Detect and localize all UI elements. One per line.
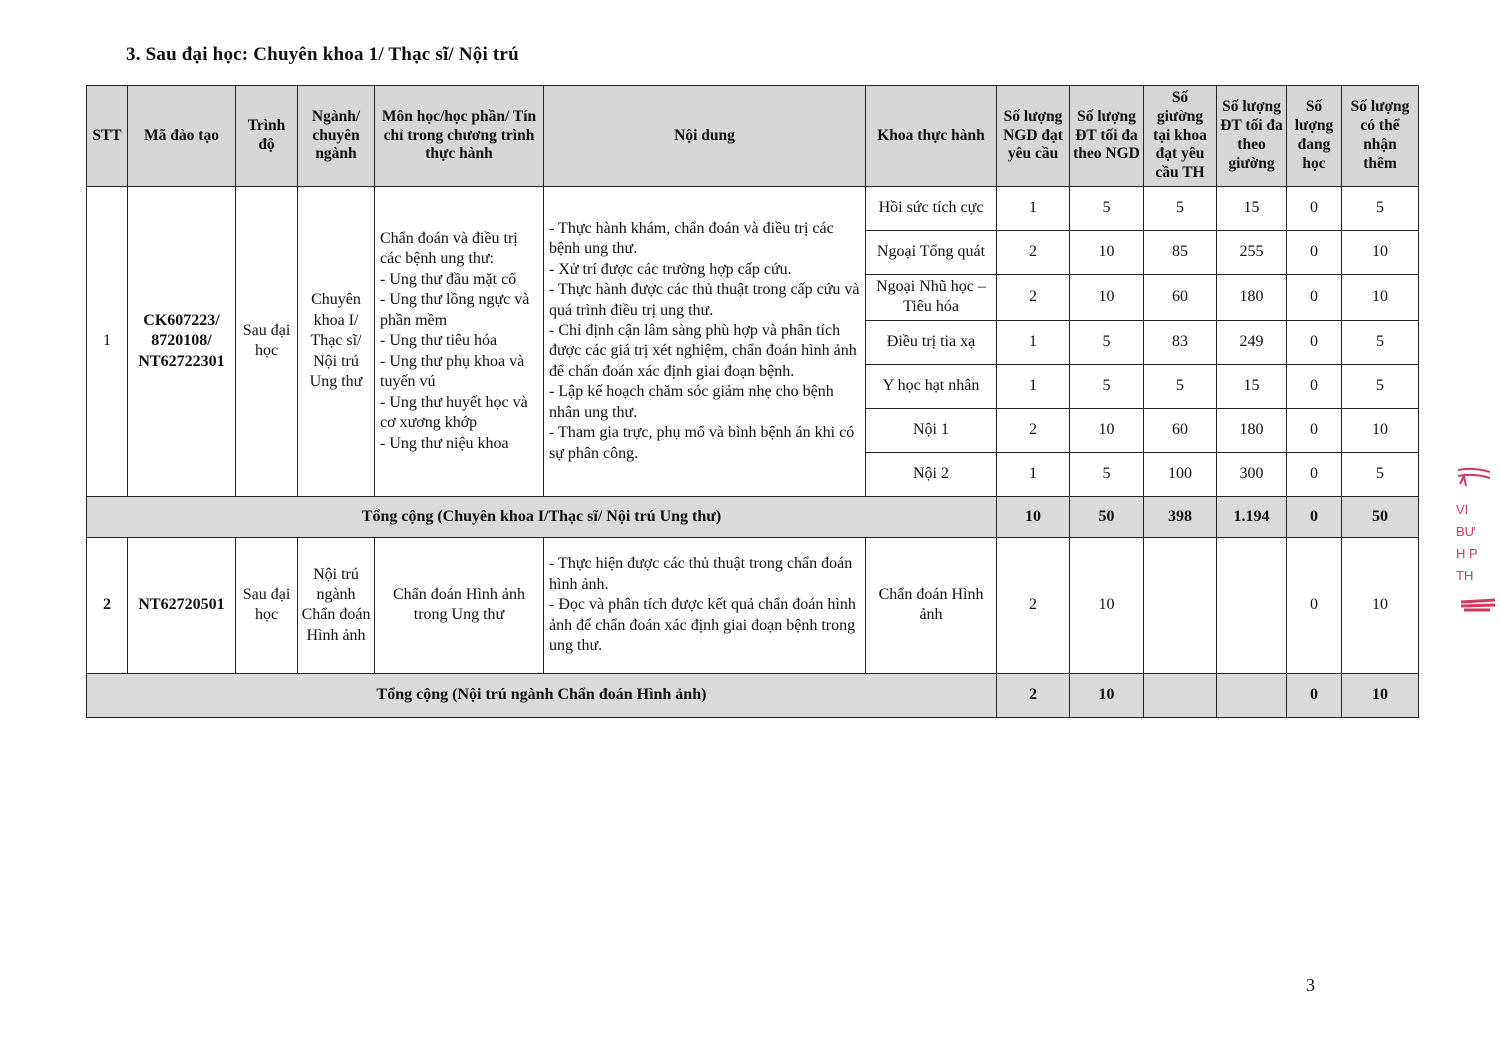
row1-stt: 1	[87, 187, 128, 497]
row1-mon-hoc	[375, 187, 544, 497]
header-so-giuong: Số giường tại khoa đạt yêu cầu TH	[1144, 86, 1217, 187]
row2-dt-ngd: 10	[1070, 537, 1144, 673]
dept-ngd: 2	[997, 231, 1070, 275]
dept-dt-ngd: 5	[1070, 452, 1144, 496]
total2-label: Tổng cộng (Nội trú ngành Chẩn đoán Hình ảnh)	[87, 673, 997, 717]
list-item: - Thực hành được các thủ thuật trong cấp cứu và quá trình điều trị ung thư.	[549, 281, 860, 319]
list-item: - Ung thư tiêu hóa	[380, 332, 498, 350]
total2-nhan-them: 10	[1342, 673, 1419, 717]
header-nganh: Ngành/ chuyên ngành	[298, 86, 375, 187]
dept-name: Nội 2	[866, 452, 997, 496]
dept-dt-ngd: 5	[1070, 187, 1144, 231]
total2-dt-ngd: 10	[1070, 673, 1144, 717]
total1-dang-hoc: 0	[1287, 496, 1342, 537]
header-so-luong-dt-giuong: Số lượng ĐT tối đa theo giường	[1217, 86, 1287, 187]
row1-trinh-do: Sau đại học	[236, 187, 298, 497]
dept-name: Nội 1	[866, 408, 997, 452]
stamp-lines-icon	[1456, 466, 1492, 492]
row2-stt: 2	[87, 537, 128, 673]
total1-nhan-them: 50	[1342, 496, 1419, 537]
stamp-text: VI	[1456, 502, 1469, 517]
dept-dt-giuong: 300	[1217, 452, 1287, 496]
dept-dang-hoc: 0	[1287, 408, 1342, 452]
total1-ngd: 10	[997, 496, 1070, 537]
row2-khoa: Chẩn đoán Hình ảnh	[866, 537, 997, 673]
row1-mon-hoc-list	[378, 229, 540, 454]
dept-dang-hoc: 0	[1287, 452, 1342, 496]
dept-dt-giuong: 180	[1217, 275, 1287, 321]
dept-dt-giuong: 255	[1217, 231, 1287, 275]
table-row	[87, 187, 1419, 231]
total2-giuong	[1144, 673, 1217, 717]
dept-name: Y học hạt nhân	[866, 364, 997, 408]
table-row	[87, 537, 1419, 673]
header-ma-dao-tao: Mã đào tạo	[128, 86, 236, 187]
dept-ngd: 1	[997, 320, 1070, 364]
dept-nhan-them: 5	[1342, 320, 1419, 364]
list-item: - Ung thư phụ khoa và tuyến vú	[380, 352, 525, 391]
row2-dt-giuong	[1217, 537, 1287, 673]
list-item: - Ung thư đầu mặt cổ	[380, 270, 517, 288]
row2-giuong	[1144, 537, 1217, 673]
header-mon-hoc: Môn học/học phần/ Tín chỉ trong chương trình thực hành	[375, 86, 544, 187]
row2-nhan-them: 10	[1342, 537, 1419, 673]
list-item: - Tham gia trực, phụ mổ và bình bệnh án khi có sự phân công.	[549, 424, 855, 462]
table-header-row	[87, 86, 1419, 187]
dept-dt-ngd: 10	[1070, 275, 1144, 321]
header-so-luong-dt-ngd: Số lượng ĐT tối đa theo NGD	[1070, 86, 1144, 187]
total1-dt-giuong: 1.194	[1217, 496, 1287, 537]
dept-name: Điều trị tia xạ	[866, 320, 997, 364]
header-so-luong-ngd: Số lượng NGD đạt yêu cầu	[997, 86, 1070, 187]
dept-nhan-them: 10	[1342, 275, 1419, 321]
dept-giuong: 5	[1144, 364, 1217, 408]
total1-dt-ngd: 50	[1070, 496, 1144, 537]
list-item: - Ung thư lồng ngực và phần mềm	[380, 291, 530, 329]
list-item: - Thực hành khám, chẩn đoán và điều trị các bệnh ung thư.	[549, 219, 834, 258]
dept-ngd: 1	[997, 364, 1070, 408]
stamp-text: H P	[1456, 546, 1478, 561]
list-item: - Thực hiện được các thủ thuật trong chẩn đoán hình ảnh.	[549, 555, 853, 593]
row1-noi-dung-list	[547, 219, 862, 465]
dept-nhan-them: 10	[1342, 408, 1419, 452]
list-item: Chẩn đoán và điều trị các bệnh ung thư:	[380, 229, 518, 268]
dept-dang-hoc: 0	[1287, 320, 1342, 364]
header-noi-dung: Nội dung	[544, 86, 866, 187]
dept-dt-giuong: 180	[1217, 408, 1287, 452]
list-item: - Ung thư huyết học và cơ xương khớp	[380, 393, 528, 432]
dept-giuong: 5	[1144, 187, 1217, 231]
total1-label: Tổng cộng (Chuyên khoa I/Thạc sĩ/ Nội trú Ung thư)	[87, 496, 997, 537]
header-khoa-thuc-hanh: Khoa thực hành	[866, 86, 997, 187]
dept-dt-giuong: 15	[1217, 364, 1287, 408]
dept-giuong: 83	[1144, 320, 1217, 364]
header-dang-hoc: Số lượng đang học	[1287, 86, 1342, 187]
dept-dang-hoc: 0	[1287, 231, 1342, 275]
section-heading: 3. Sau đại học: Chuyên khoa 1/ Thạc sĩ/ Nội trú	[126, 44, 519, 65]
dept-dang-hoc: 0	[1287, 187, 1342, 231]
dept-nhan-them: 5	[1342, 452, 1419, 496]
dept-ngd: 1	[997, 187, 1070, 231]
dept-dt-ngd: 10	[1070, 408, 1144, 452]
header-nhan-them: Số lượng có thể nhận thêm	[1342, 86, 1419, 187]
row1-noi-dung	[544, 187, 866, 497]
stamp-text: BƯ	[1456, 524, 1476, 539]
list-item: - Ung thư niệu khoa	[380, 434, 509, 452]
dept-name: Ngoại Tổng quát	[866, 231, 997, 275]
total2-dang-hoc: 0	[1287, 673, 1342, 717]
dept-ngd: 2	[997, 275, 1070, 321]
row2-mon-hoc: Chẩn đoán Hình ảnh trong Ung thư	[375, 537, 544, 673]
row1-nganh: Chuyên khoa I/ Thạc sĩ/ Nội trú Ung thư	[298, 187, 375, 497]
row2-trinh-do: Sau đại học	[236, 537, 298, 673]
dept-giuong: 60	[1144, 275, 1217, 321]
total1-giuong: 398	[1144, 496, 1217, 537]
total2-ngd: 2	[997, 673, 1070, 717]
list-item: - Lập kế hoạch chăm sóc giảm nhẹ cho bệnh nhân ung thư.	[549, 383, 834, 421]
row2-ngd: 2	[997, 537, 1070, 673]
practice-table	[86, 85, 1419, 718]
dept-dt-ngd: 10	[1070, 231, 1144, 275]
row1-ma-dao-tao: CK607223/ 8720108/ NT62722301	[128, 187, 236, 497]
dept-dt-ngd: 5	[1070, 364, 1144, 408]
row2-ma-dao-tao: NT62720501	[128, 537, 236, 673]
dept-giuong: 85	[1144, 231, 1217, 275]
dept-dang-hoc: 0	[1287, 364, 1342, 408]
list-item: - Chỉ định cận lâm sàng phù hợp và phân tích được các giá trị xét nghiệm, chẩn đoán hình ảnh để chẩn đoán xác định giai đoạn bệnh.	[549, 322, 857, 380]
dept-name: Ngoại Nhũ học – Tiêu hóa	[866, 275, 997, 321]
stamp-text: TH	[1456, 568, 1474, 583]
dept-dt-ngd: 5	[1070, 320, 1144, 364]
page-number: 3	[1306, 975, 1315, 995]
list-item: - Đọc và phân tích được kết quả chẩn đoán hình ảnh để chẩn đoán xác định giai đoạn bệnh trong ung thư.	[549, 596, 856, 655]
stamp-mark-icon	[1460, 598, 1496, 612]
dept-nhan-them: 5	[1342, 364, 1419, 408]
dept-ngd: 1	[997, 452, 1070, 496]
dept-giuong: 100	[1144, 452, 1217, 496]
dept-dt-giuong: 249	[1217, 320, 1287, 364]
list-item: - Xử trí được các trường hợp cấp cứu.	[549, 260, 792, 278]
dept-dt-giuong: 15	[1217, 187, 1287, 231]
total-row	[87, 673, 1419, 717]
dept-nhan-them: 10	[1342, 231, 1419, 275]
dept-dang-hoc: 0	[1287, 275, 1342, 321]
row2-dang-hoc: 0	[1287, 537, 1342, 673]
row2-nganh: Nội trú ngành Chẩn đoán Hình ảnh	[298, 537, 375, 673]
total2-dt-giuong	[1217, 673, 1287, 717]
dept-nhan-them: 5	[1342, 187, 1419, 231]
dept-name: Hồi sức tích cực	[866, 187, 997, 231]
total-row	[87, 496, 1419, 537]
header-stt: STT	[87, 86, 128, 187]
dept-giuong: 60	[1144, 408, 1217, 452]
header-trinh-do: Trình độ	[236, 86, 298, 187]
row2-noi-dung-list	[547, 554, 862, 656]
row2-noi-dung	[544, 537, 866, 673]
dept-ngd: 2	[997, 408, 1070, 452]
